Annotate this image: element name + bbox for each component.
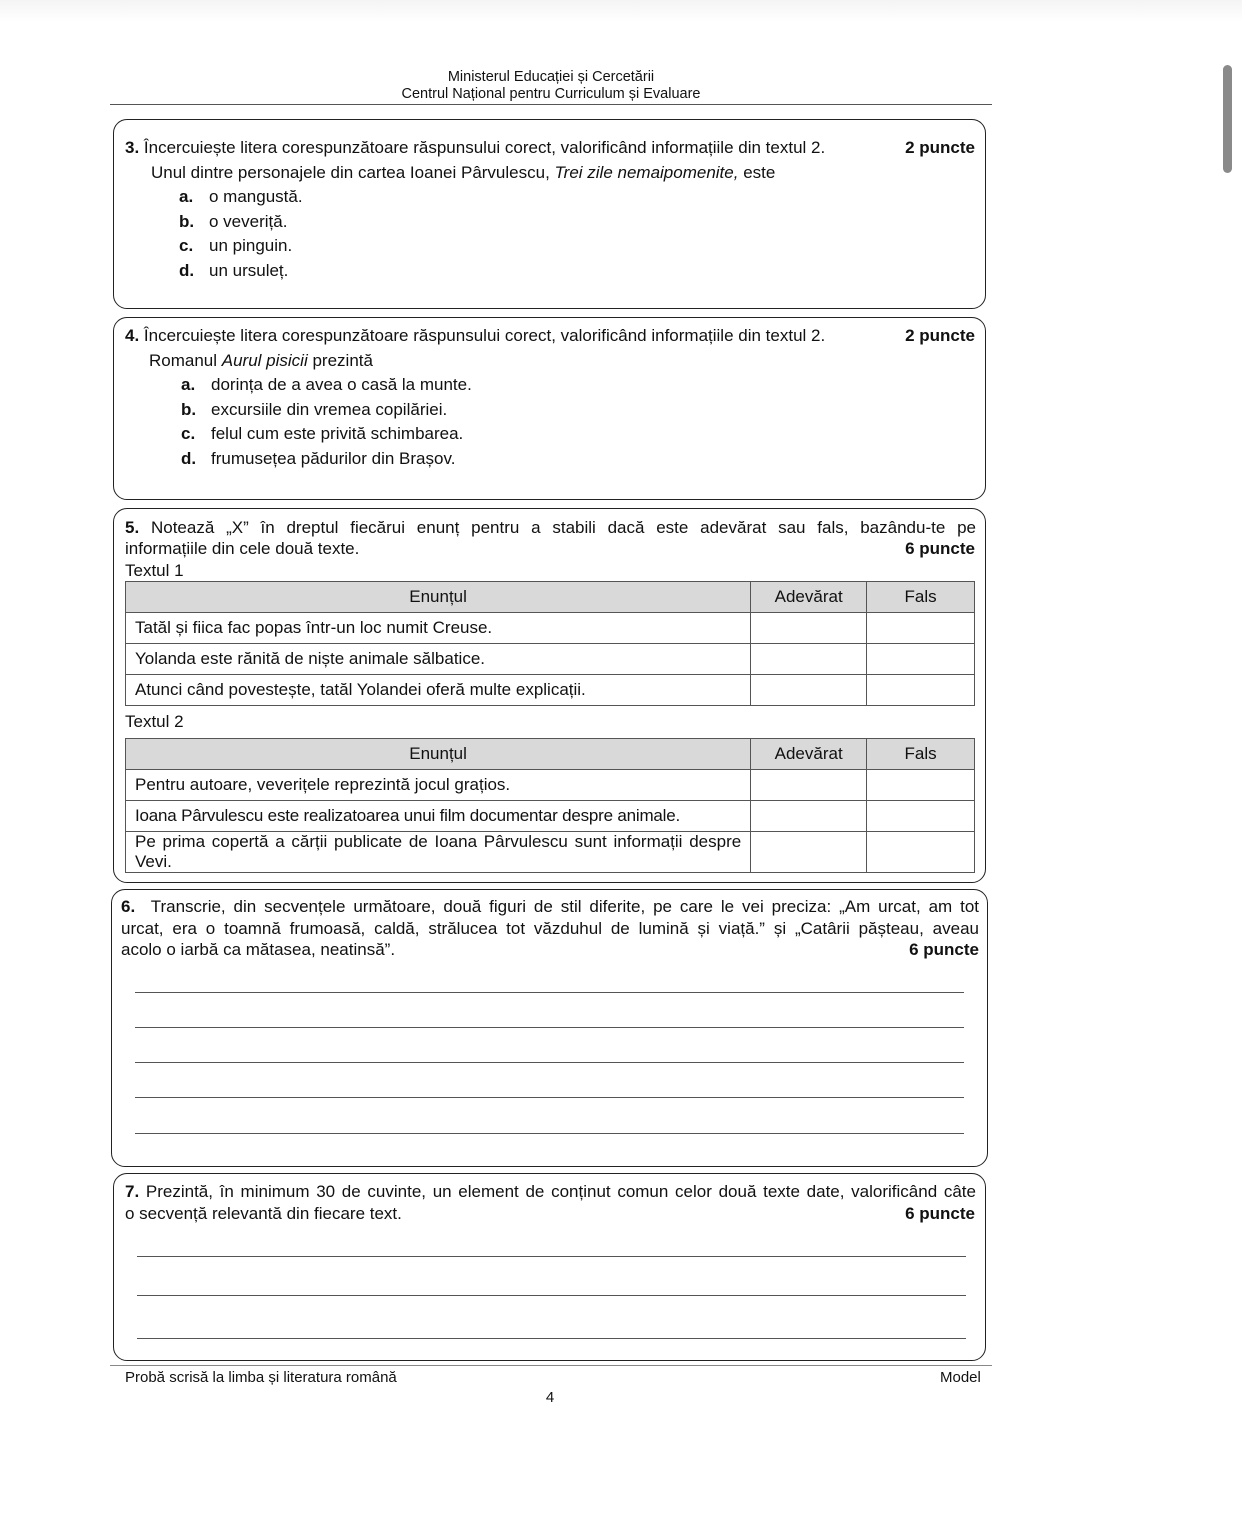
viewer-top-shade xyxy=(0,0,1242,22)
option-text: un ursuleț. xyxy=(209,260,289,280)
option-letter: b. xyxy=(179,211,195,231)
true-answer-cell[interactable] xyxy=(751,613,867,644)
column-header-true: Adevărat xyxy=(751,582,867,613)
question-3-option-d[interactable] xyxy=(179,259,288,284)
option-text: o veveriță. xyxy=(209,211,288,231)
question-3-option-c[interactable] xyxy=(179,234,292,259)
option-text: felul cum este privită schimbarea. xyxy=(211,424,464,443)
table-row xyxy=(126,801,975,832)
answer-line[interactable] xyxy=(135,1062,964,1063)
false-answer-cell[interactable] xyxy=(867,675,975,706)
option-letter: a. xyxy=(181,375,196,394)
table-header-row xyxy=(126,582,975,613)
option-text: un pinguin. xyxy=(209,236,293,255)
stem-text: prezintă xyxy=(307,351,373,370)
footer-divider xyxy=(110,1365,992,1366)
answer-line[interactable] xyxy=(137,1338,966,1339)
answer-line[interactable] xyxy=(135,1133,964,1134)
answer-line[interactable] xyxy=(135,992,964,993)
question-4-option-d[interactable] xyxy=(181,447,455,472)
question-6-line3: acolo o iarbă ca mătasea, neatinsă”. xyxy=(121,940,396,959)
question-3-instruction xyxy=(125,137,825,159)
question-7-line2: o secvență relevantă din fiecare text. xyxy=(125,1204,402,1223)
true-answer-cell[interactable] xyxy=(751,770,867,801)
true-answer-cell[interactable] xyxy=(751,801,867,832)
statement-cell: Ioana Pârvulescu este realizatoarea unui film documentar despre animale. xyxy=(126,801,751,832)
question-4-instruction xyxy=(125,325,825,347)
statement-cell: Pe prima copertă a cărții publicate de Ioana Pârvulescu sunt informații despre Vevi. xyxy=(126,832,751,873)
option-letter: b. xyxy=(181,399,197,419)
instruction-text: Notează „X” în dreptul fiecărui enunț pentru a stabili dacă este adevărat sau fals, bazându-te pe xyxy=(150,518,976,537)
stem-text: este xyxy=(738,163,776,182)
question-3-points: 2 puncte xyxy=(905,138,975,157)
question-3-stem xyxy=(151,162,775,184)
question-7-points: 6 puncte xyxy=(905,1204,975,1223)
answer-line[interactable] xyxy=(137,1295,966,1296)
question-6-box xyxy=(111,889,988,1167)
column-header-true: Adevărat xyxy=(751,739,867,770)
page-header xyxy=(110,69,992,105)
question-3-option-a[interactable] xyxy=(179,185,303,210)
table-row xyxy=(126,832,975,873)
question-5-points: 6 puncte xyxy=(905,539,975,558)
question-number: 5. xyxy=(125,518,140,537)
option-letter: c. xyxy=(181,424,196,443)
statement-cell: Yolanda este rănită de niște animale sălbatice. xyxy=(126,644,751,675)
question-5-instruction-line1 xyxy=(125,517,976,539)
answer-line[interactable] xyxy=(137,1256,966,1257)
instruction-text: Încercuiește litera corespunzătoare răspunsului corect, valorificând informațiile din textul 2. xyxy=(143,138,826,157)
option-letter: c. xyxy=(179,236,194,255)
question-5-instruction-line2: informațiile din cele două texte. xyxy=(125,539,360,558)
stem-text: Romanul xyxy=(149,351,222,370)
false-answer-cell[interactable] xyxy=(867,613,975,644)
option-letter: d. xyxy=(181,448,197,468)
question-4-option-c[interactable] xyxy=(181,422,463,447)
false-answer-cell[interactable] xyxy=(867,801,975,832)
statement-cell: Tatăl și fiica fac popas într-un loc numit Creuse. xyxy=(126,613,751,644)
true-answer-cell[interactable] xyxy=(751,644,867,675)
table-header-row xyxy=(126,739,975,770)
question-4-option-b[interactable] xyxy=(181,398,447,423)
page-number: 4 xyxy=(545,1389,555,1406)
vertical-scrollbar[interactable] xyxy=(1223,65,1232,173)
column-header-false: Fals xyxy=(867,739,975,770)
answer-line[interactable] xyxy=(135,1097,964,1098)
book-title: Trei zile nemaipomenite, xyxy=(554,163,739,182)
footer-exam-name: Probă scrisă la limba și literatura română xyxy=(125,1369,397,1386)
instruction-text: Prezintă, în minimum 30 de cuvinte, un element de conținut comun celor două texte date, valorificând câte xyxy=(145,1182,976,1201)
statement-cell: Pentru autoare, veverițele reprezintă jocul grațios. xyxy=(126,770,751,801)
ministry-name: Ministerul Educației și Cercetării xyxy=(447,69,655,85)
question-7-line1 xyxy=(125,1181,976,1203)
question-4-option-a[interactable] xyxy=(181,373,472,398)
text1-label: Textul 1 xyxy=(125,561,184,580)
table-row xyxy=(126,613,975,644)
answer-line[interactable] xyxy=(135,1027,964,1028)
false-answer-cell[interactable] xyxy=(867,832,975,873)
question-number: 4. xyxy=(125,326,140,345)
option-text: dorința de a avea o casă la munte. xyxy=(211,375,472,394)
table-row xyxy=(126,644,975,675)
question-4-stem xyxy=(149,350,373,372)
question-6-line1 xyxy=(121,896,979,918)
false-answer-cell[interactable] xyxy=(867,770,975,801)
question-6-line2: urcat, era o toamnă frumoasă, caldă, strălucea tot văzduhul de lumină și viață.” și „Catârii pășteau, aveau xyxy=(121,919,979,938)
column-header-false: Fals xyxy=(867,582,975,613)
question-4-points: 2 puncte xyxy=(905,326,975,345)
instruction-text: Transcrie, din secvențele următoare, două figuri de stil diferite, pe care le vei preciza: „Am urcat, am tot xyxy=(150,897,980,916)
text1-true-false-table xyxy=(125,581,975,706)
question-number: 6. xyxy=(121,897,136,916)
option-text: excursiile din vremea copilăriei. xyxy=(211,399,448,419)
table-row xyxy=(126,675,975,706)
question-6-points: 6 puncte xyxy=(909,940,979,959)
option-text: frumusețea pădurilor din Brașov. xyxy=(211,448,456,468)
text2-true-false-table xyxy=(125,738,975,873)
table-row xyxy=(126,770,975,801)
column-header-statement: Enunțul xyxy=(126,739,751,770)
statement-cell: Atunci când povestește, tatăl Yolandei oferă multe explicații. xyxy=(126,675,751,706)
question-7-box xyxy=(113,1173,986,1361)
question-number: 7. xyxy=(125,1182,140,1201)
stem-text: Unul dintre personajele din cartea Ioanei Pârvulescu, xyxy=(151,163,555,182)
question-3-box xyxy=(113,119,986,309)
footer-model-label: Model xyxy=(940,1369,981,1386)
question-5-box xyxy=(113,508,986,883)
text2-label: Textul 2 xyxy=(125,712,184,731)
column-header-statement: Enunțul xyxy=(126,582,751,613)
false-answer-cell[interactable] xyxy=(867,644,975,675)
instruction-text: Încercuiește litera corespunzătoare răspunsului corect, valorificând informațiile din textul 2. xyxy=(143,326,826,345)
option-letter: d. xyxy=(179,260,195,280)
option-text: o mangustă. xyxy=(209,187,303,206)
center-name: Centrul Național pentru Curriculum și Evaluare xyxy=(401,86,701,102)
true-answer-cell[interactable] xyxy=(751,675,867,706)
true-answer-cell[interactable] xyxy=(751,832,867,873)
option-letter: a. xyxy=(179,187,194,206)
book-title: Aurul pisicii xyxy=(221,351,308,370)
question-number: 3. xyxy=(125,138,140,157)
question-4-box xyxy=(113,317,986,500)
question-3-option-b[interactable] xyxy=(179,210,287,235)
